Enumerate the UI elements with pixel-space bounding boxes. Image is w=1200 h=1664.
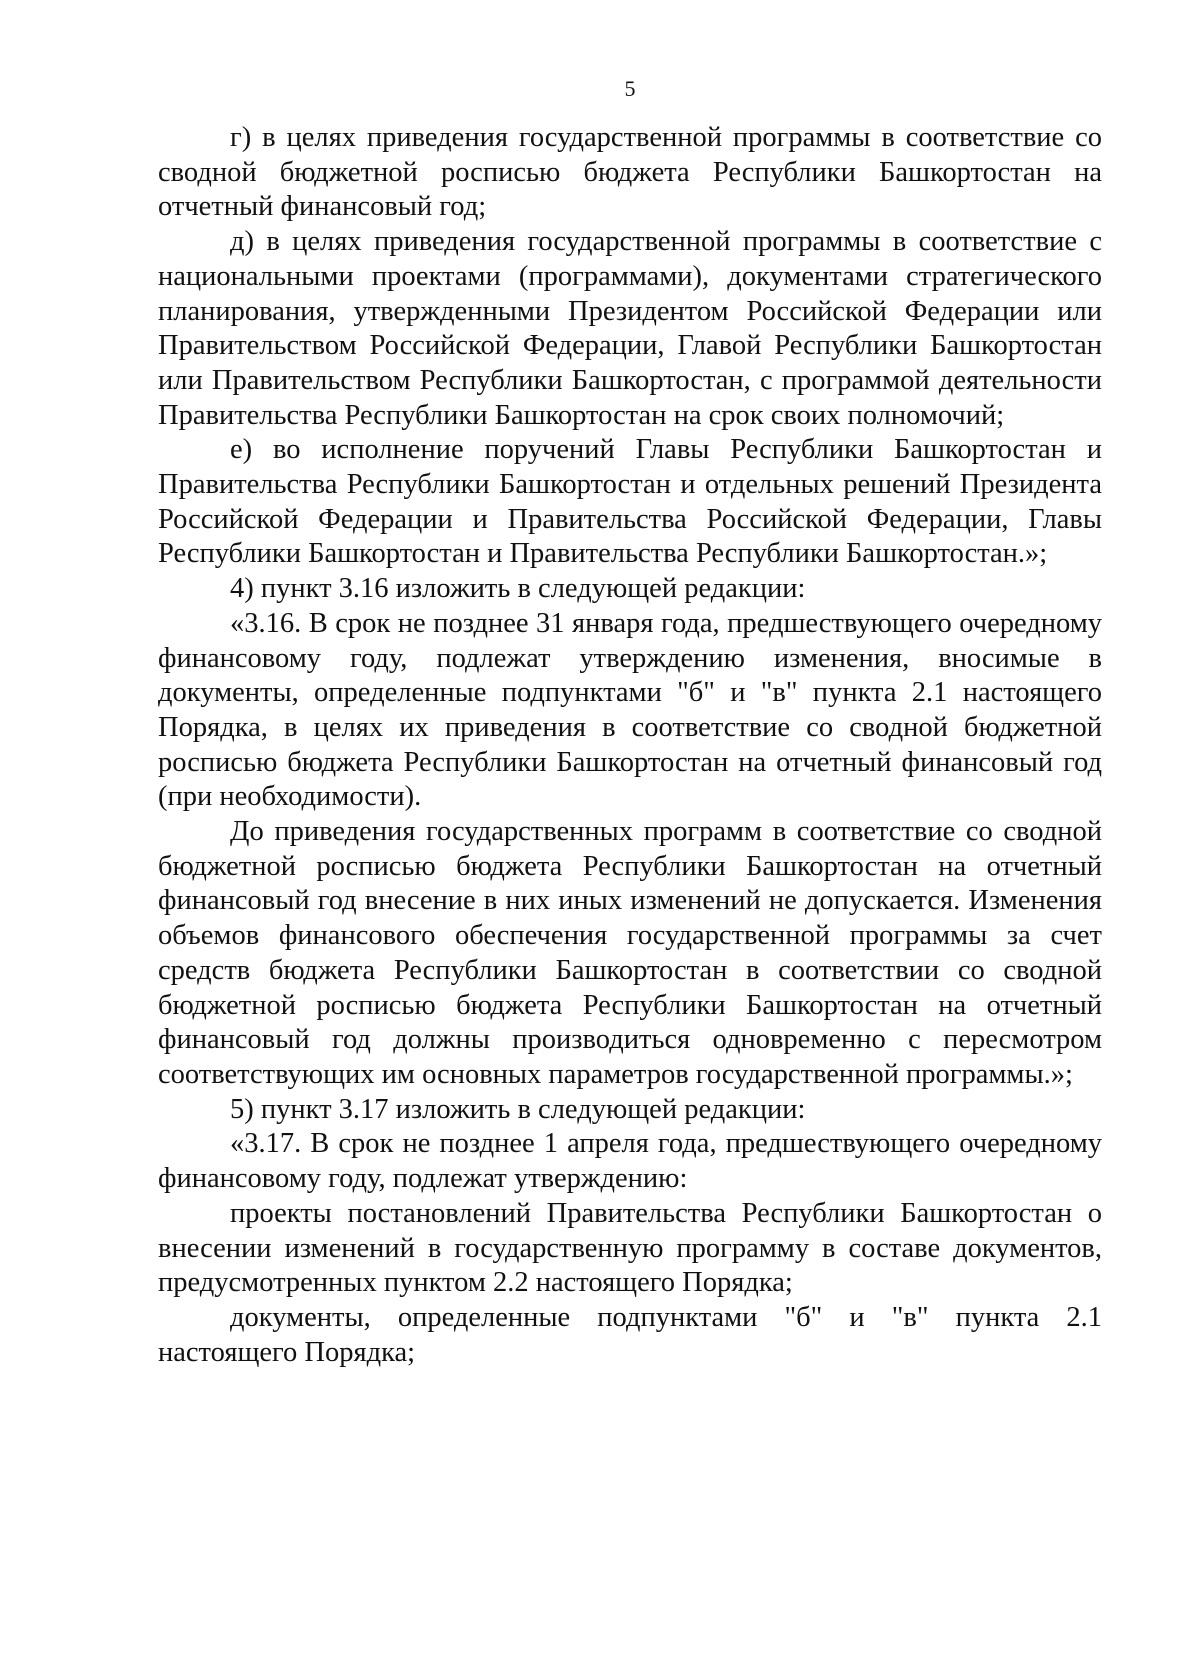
paragraph-item-5: 5) пункт 3.17 изложить в следующей редакции: — [230, 1093, 806, 1125]
paragraph-d: д) в целях приведения государственной программы в соответствие с национальными проектами (программами), документами стратегического планирования, утвержденными Президентом Российской Федерации или Правительством Российской Федерации, Главой Республики Башкортостан или Правительством Республики Башкортостан, с программой деятельности Правительства Республики Башкортостан на срок своих полномочий; — [158, 226, 1102, 431]
document-body — [158, 121, 1102, 1370]
paragraph-item-4: 4) пункт 3.16 изложить в следующей редакции: — [230, 573, 806, 605]
paragraph-clause-3-16: «3.16. В срок не позднее 31 января года, предшествующего очередному финансовому году, подлежат утверждению изменения, вносимые в документы, определенные подпунктами "б" и "в" пункта 2.1 настоящего Порядка, в целях их приведения в соответствие со сводной бюджетной росписью бюджета Республики Башкортостан на отчетный финансовый год (при необходимости). — [158, 607, 1102, 813]
page-number: 5 — [624, 76, 636, 101]
paragraph-clause-3-17: «3.17. В срок не позднее 1 апреля года, предшествующего очередному финансовому году, подлежат утверждению: — [158, 1128, 1102, 1195]
paragraph-before-alignment: До приведения государственных программ в соответствие со сводной бюджетной росписью бюджета Республики Башкортостан на отчетный финансовый год внесение в них иных изменений не допускается. Изменения объемов финансового обеспечения государственной программы за счет средств бюджета Республики Башкортостан в соответствии со сводной бюджетной росписью бюджета Республики Башкортостан на отчетный финансовый год должны производиться одновременно с пересмотром соответствующих им основных параметров государственной программы.»; — [158, 816, 1102, 1090]
paragraph-draft-resolutions: проекты постановлений Правительства Республики Башкортостан о внесении изменений в государственную программу в составе документов, предусмотренных пунктом 2.2 настоящего Порядка; — [158, 1197, 1102, 1299]
paragraph-g: г) в целях приведения государственной программы в соответствие со сводной бюджетной росписью бюджета Республики Башкортостан на отчетный финансовый год; — [158, 122, 1102, 223]
paragraph-documents: документы, определенные подпунктами "б" и "в" пункта 2.1 настоящего Порядка; — [158, 1301, 1102, 1368]
paragraph-e: е) во исполнение поручений Главы Республики Башкортостан и Правительства Республики Башкортостан и отдельных решений Президента Российской Федерации и Правительства Российской Федерации, Главы Республики Башкортостан и Правительства Республики Башкортостан.»; — [158, 434, 1102, 570]
